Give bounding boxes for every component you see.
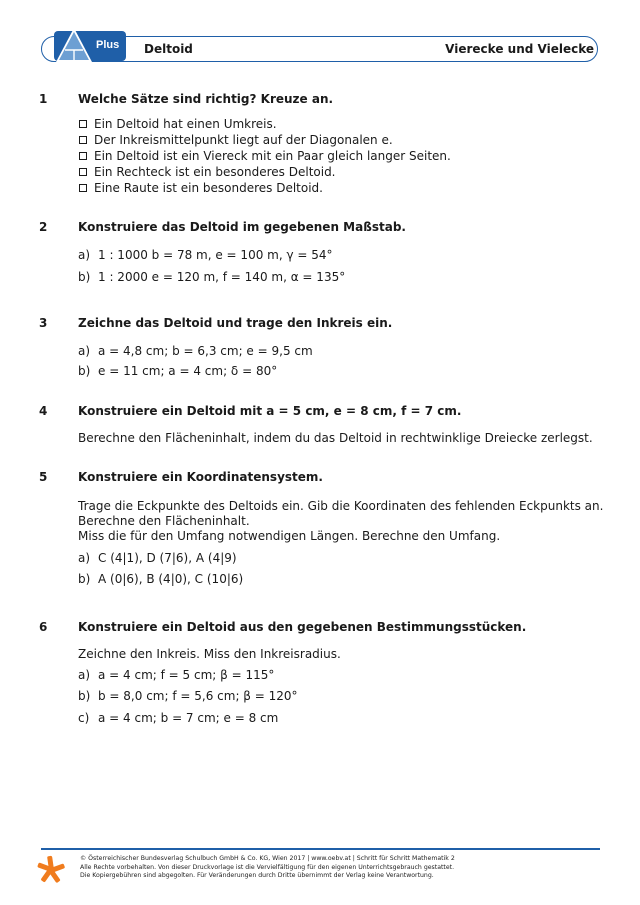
checkbox[interactable] [79,120,87,128]
subtask-text: a = 4,8 cm; b = 6,3 cm; e = 9,5 cm [98,344,313,358]
subtask-text: C (4|1), D (7|6), A (4|9) [98,551,237,565]
task-title: Konstruiere das Deltoid im gegebenen Maßstab. [78,220,406,234]
subtask [78,711,278,725]
task-title: Konstruiere ein Deltoid aus den gegebenen Bestimmungsstücken. [78,620,527,634]
task-title: Welche Sätze sind richtig? Kreuze an. [78,92,334,106]
subtask-text: A (0|6), B (4|0), C (10|6) [98,572,244,586]
subtask [78,668,274,682]
publisher-star-icon [37,855,65,885]
subtask [78,364,277,378]
task-number: 6 [39,620,48,634]
page-title: Deltoid [144,42,193,56]
footer-line: Alle Rechte vorbehalten. Von dieser Druckvorlage ist die Vervielfältigung für den eigenen Unterrichtsgebrauch gestattet. [80,863,455,871]
footer-copyright [80,855,455,881]
footer-line: Die Kopiergebühren sind abgegolten. Für Veränderungen durch Dritte übernimmt der Verlag keine Verantwortung. [80,872,434,880]
checkbox[interactable] [79,152,87,160]
subtask-text: a = 4 cm; b = 7 cm; e = 8 cm [98,711,279,725]
plus-logo [54,28,126,68]
checkbox[interactable] [79,136,87,144]
subtask-label: b) [78,270,91,284]
footer-rule [41,848,600,850]
task-number: 1 [39,92,48,106]
subtask [78,248,333,262]
option-row [78,117,277,131]
task-number: 2 [39,220,48,234]
subtask-text: 1 : 1000 b = 78 m, e = 100 m, γ = 54° [98,248,333,262]
option-text: Eine Raute ist ein besonderes Deltoid. [94,181,323,195]
task-text: Miss die für den Umfang notwendigen Längen. Berechne den Umfang. [78,529,501,543]
subtask [78,551,237,565]
subtask-label: b) [78,364,91,378]
option-text: Ein Deltoid ist ein Viereck mit ein Paar gleich langer Seiten. [94,149,451,163]
page-topic: Vierecke und Vielecke [445,42,594,56]
task-text: Berechne den Flächeninhalt, indem du das Deltoid in rechtwinklige Dreiecke zerlegst. [78,431,593,445]
option-text: Ein Deltoid hat einen Umkreis. [94,117,277,131]
option-text: Ein Rechteck ist ein besonderes Deltoid. [94,165,336,179]
task-number: 4 [39,404,48,418]
task-text: Zeichne den Inkreis. Miss den Inkreisradius. [78,647,341,661]
footer-line: © Österreichischer Bundesverlag Schulbuch GmbH & Co. KG, Wien 2017 | www.oebv.at | Schritt für Schritt Mathematik 2 [80,855,455,862]
task-title: Konstruiere ein Koordinatensystem. [78,470,323,484]
option-row [78,133,393,147]
option-row [78,149,451,163]
task-title: Zeichne das Deltoid und trage den Inkreis ein. [78,316,393,330]
subtask-text: 1 : 2000 e = 120 m, f = 140 m, α = 135° [98,270,346,284]
subtask [78,572,243,586]
subtask-text: a = 4 cm; f = 5 cm; β = 115° [98,668,275,682]
subtask-label: a) [78,551,91,565]
option-row [78,165,336,179]
subtask-label: a) [78,344,91,358]
subtask [78,344,313,358]
checkbox[interactable] [79,184,87,192]
subtask-label: b) [78,689,91,703]
subtask-label: b) [78,572,91,586]
task-number: 3 [39,316,48,330]
task-text: Berechne den Flächeninhalt. [78,514,250,528]
subtask [78,689,298,703]
option-row [78,181,323,195]
task-number: 5 [39,470,48,484]
option-text: Der Inkreismittelpunkt liegt auf der Diagonalen e. [94,133,393,147]
subtask-label: c) [78,711,90,725]
subtask [78,270,345,284]
checkbox[interactable] [79,168,87,176]
task-title: Konstruiere ein Deltoid mit a = 5 cm, e = 8 cm, f = 7 cm. [78,404,462,418]
subtask-label: a) [78,668,91,682]
subtask-label: a) [78,248,91,262]
task-text: Trage die Eckpunkte des Deltoids ein. Gib die Koordinaten des fehlenden Eckpunkts an. [78,499,604,513]
subtask-text: b = 8,0 cm; f = 5,6 cm; β = 120° [98,689,298,703]
subtask-text: e = 11 cm; a = 4 cm; δ = 80° [98,364,278,378]
logo-label: Plus [96,39,120,51]
